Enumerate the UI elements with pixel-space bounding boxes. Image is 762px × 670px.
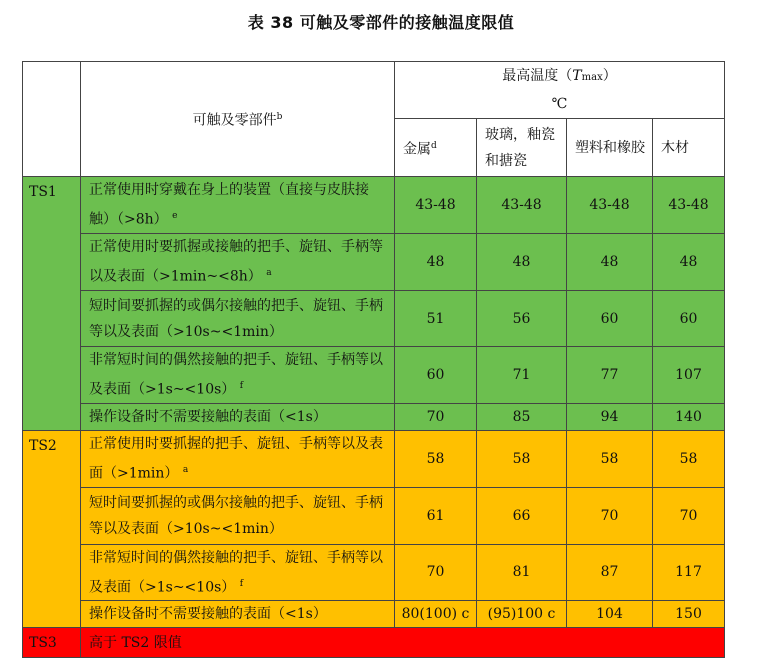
temp-value: 60 [653, 291, 725, 347]
table-row [23, 347, 725, 404]
header-row-1 [23, 62, 725, 119]
part-description: 短时间要抓握的或偶尔接触的把手、旋钮、手柄等以及表面（>10s~<1min） [81, 487, 395, 544]
temp-value: 60 [395, 347, 477, 404]
temp-value: 70 [567, 487, 653, 544]
temp-value: 70 [653, 487, 725, 544]
temp-value: 70 [395, 404, 477, 431]
header-part-sup: b [276, 112, 283, 123]
temperature-limits-table [22, 61, 725, 658]
header-part-cell [81, 62, 395, 177]
part-description: 正常使用时要抓握或接触的把手、旋钮、手柄等以及表面（>1min~<8h） $^a$ [81, 234, 395, 291]
part-description: 非常短时间的偶然接触的把手、旋钮、手柄等以及表面（>1s~<10s） $^f$ [81, 347, 395, 404]
temp-value: 58 [477, 431, 567, 488]
part-description: 操作设备时不需要接触的表面（<1s） [81, 404, 395, 431]
material-plastic: 塑料和橡胶 [567, 119, 653, 177]
temp-value: 66 [477, 487, 567, 544]
max-temp-suffix: ） [602, 68, 617, 84]
table-title: 表 38 可触及零部件的接触温度限值 [247, 13, 515, 32]
temp-value: 56 [477, 291, 567, 347]
temp-value: 77 [567, 347, 653, 404]
temp-value: 48 [567, 234, 653, 291]
group-label-ts2: TS2 [23, 431, 81, 628]
table-row [23, 544, 725, 601]
temp-value: 150 [653, 601, 725, 628]
group-note: 高于 TS2 限值 [81, 628, 725, 658]
temp-value: 81 [477, 544, 567, 601]
temp-value: 58 [567, 431, 653, 488]
temp-value: 51 [395, 291, 477, 347]
part-description: 正常使用时穿戴在身上的装置（直接与皮肤接触）（>8h） $^e$ [81, 177, 395, 234]
temp-value: 43-48 [395, 177, 477, 234]
table-row [23, 177, 725, 234]
temp-value: 87 [567, 544, 653, 601]
temp-value: (95)100 c [477, 601, 567, 628]
unit-label: ℃ [551, 96, 568, 112]
part-description: 非常短时间的偶然接触的把手、旋钮、手柄等以及表面（>1s~<10s） $^f$ [81, 544, 395, 601]
table-row [23, 291, 725, 347]
table-row [23, 431, 725, 488]
table-row [23, 628, 725, 658]
temp-value: 117 [653, 544, 725, 601]
material-wood: 木材 [653, 119, 725, 177]
material-glass: 玻璃，釉瓷和搪瓷 [477, 119, 567, 177]
table-row [23, 601, 725, 628]
table-row [23, 404, 725, 431]
header-blank-cell [23, 62, 81, 177]
max-temp-sub: max [581, 72, 603, 83]
temp-value: 94 [567, 404, 653, 431]
group-label-ts3: TS3 [23, 628, 81, 658]
temp-value: 48 [477, 234, 567, 291]
temp-value: 85 [477, 404, 567, 431]
table-row [23, 487, 725, 544]
max-temp-prefix: 最高温度（ [502, 68, 573, 84]
temp-value: 70 [395, 544, 477, 601]
table-row [23, 234, 725, 291]
temp-value: 43-48 [477, 177, 567, 234]
temp-value: 43-48 [567, 177, 653, 234]
temp-value: 107 [653, 347, 725, 404]
temp-value: 48 [653, 234, 725, 291]
material-metal: 金属$^d$ [395, 119, 477, 177]
group-label-ts1: TS1 [23, 177, 81, 431]
temp-value: 104 [567, 601, 653, 628]
temp-value: 43-48 [653, 177, 725, 234]
header-max-temp-cell [395, 62, 725, 119]
temp-value: 60 [567, 291, 653, 347]
temp-value: 140 [653, 404, 725, 431]
temp-value: 61 [395, 487, 477, 544]
part-description: 正常使用时要抓握的把手、旋钮、手柄等以及表面（>1min） $^a$ [81, 431, 395, 488]
temp-value: 58 [395, 431, 477, 488]
temp-value: 58 [653, 431, 725, 488]
part-description: 短时间要抓握的或偶尔接触的把手、旋钮、手柄等以及表面（>10s~<1min） [81, 291, 395, 347]
temp-value: 48 [395, 234, 477, 291]
part-description: 操作设备时不需要接触的表面（<1s） [81, 601, 395, 628]
temp-value: 71 [477, 347, 567, 404]
max-temp-symbol: T [572, 68, 582, 84]
header-part-label: 可触及零部件 [192, 112, 277, 129]
temp-value: 80(100) c [395, 601, 477, 628]
